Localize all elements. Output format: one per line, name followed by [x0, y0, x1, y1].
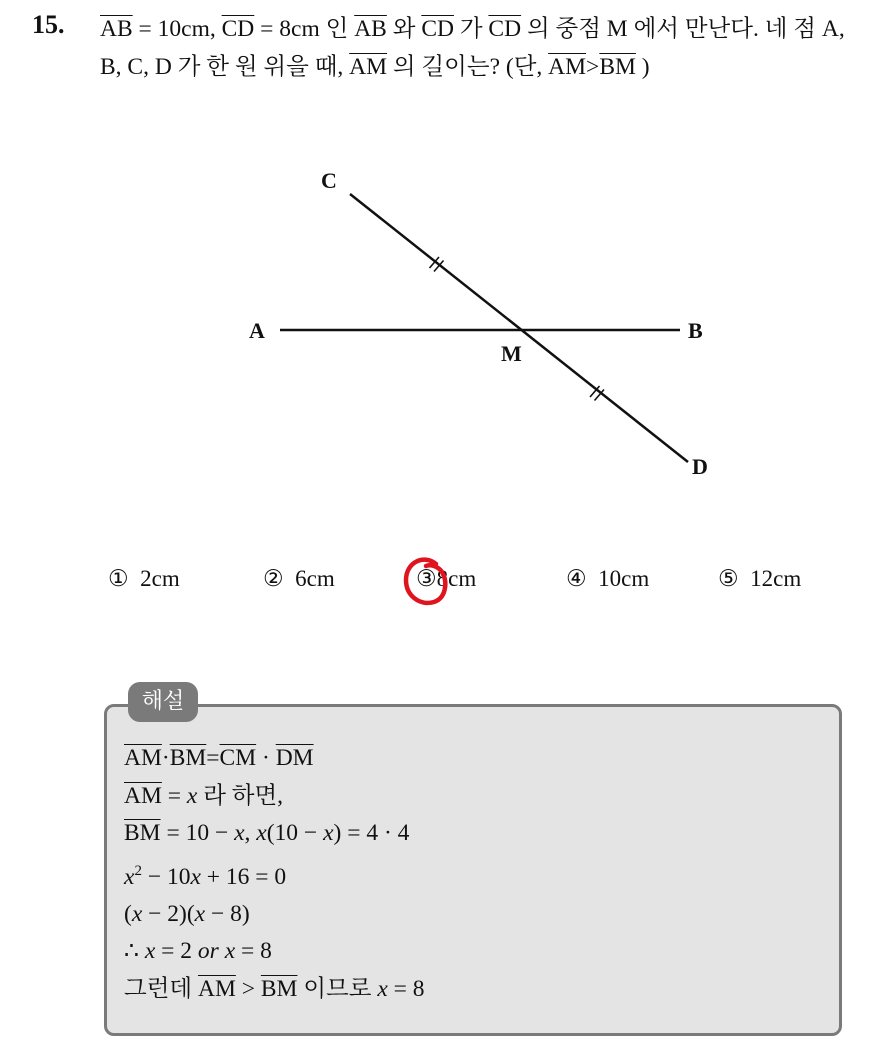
- segment-am: $\overline{AM}$: [124, 745, 162, 771]
- solution-fragment: − 2)(: [142, 900, 195, 927]
- question-number: 15.: [32, 10, 65, 39]
- segment-ab: $\overline{AB}$: [354, 16, 387, 42]
- solution-fragment: ·: [256, 745, 276, 771]
- choice-4[interactable]: [566, 566, 649, 592]
- segment-am: $\overline{AM}$: [124, 782, 162, 809]
- point-label-m: M: [501, 341, 522, 366]
- variable-x: x: [131, 900, 143, 927]
- choice-number: ⑤: [718, 566, 739, 591]
- choice-text: 6cm: [295, 566, 335, 591]
- solution-fragment: =: [161, 782, 187, 809]
- point-label-b: B: [688, 318, 703, 343]
- choice-number: ④: [566, 566, 587, 591]
- segment-ab: $\overline{AB}$: [100, 16, 133, 42]
- question-fragment: = 10cm,: [132, 16, 222, 42]
- question-fragment: 의 길이는? (단,: [387, 54, 549, 80]
- segment-bm: $\overline{BM}$: [169, 745, 207, 771]
- segment-am: $\overline{AM}$: [548, 54, 587, 80]
- segment-am: $\overline{AM}$: [349, 54, 388, 80]
- solution-line-3: [124, 815, 824, 853]
- solution-fragment: 라 하면,: [197, 782, 284, 809]
- choice-text: 8cm: [436, 566, 477, 591]
- variable-x: x: [124, 863, 135, 890]
- solution-fragment: = 2: [155, 938, 198, 965]
- solution-line-7: [124, 971, 824, 1009]
- point-label-c: C: [321, 168, 337, 193]
- variable-x: x: [377, 975, 388, 1002]
- variable-x: x: [224, 938, 236, 965]
- solution-fragment: ·: [161, 745, 170, 771]
- variable-x: x: [234, 820, 245, 846]
- solution-line-6: [124, 933, 824, 971]
- solution-line-2: [124, 778, 824, 816]
- solution-fragment: − 8): [205, 900, 250, 927]
- solution-fragment: − 10: [141, 863, 191, 890]
- choice-1[interactable]: [108, 566, 180, 592]
- question-fragment: 가: [453, 16, 489, 42]
- choice-text: 2cm: [140, 566, 180, 591]
- solution-fragment: ∴: [124, 938, 145, 965]
- solution-fragment: (10 −: [266, 820, 324, 846]
- segment-am: $\overline{AM}$: [197, 975, 236, 1002]
- solution-tag: 해설: [128, 682, 198, 722]
- variable-x: x: [186, 782, 198, 809]
- solution-fragment: = 10 −: [160, 820, 235, 846]
- choice-text: 12cm: [750, 566, 802, 591]
- segment-cd: $\overline{CD}$: [421, 16, 454, 42]
- point-label-a: A: [249, 318, 265, 343]
- solution-line-5: [124, 896, 824, 934]
- variable-x: x: [256, 820, 267, 846]
- question-fragment: = 8cm 인: [254, 16, 355, 42]
- variable-x: x: [194, 900, 206, 927]
- question-fragment: ): [635, 54, 650, 80]
- exponent: 2: [134, 862, 142, 879]
- choice-2[interactable]: [263, 566, 335, 592]
- solution-fragment: >: [235, 975, 261, 1002]
- question-fragment: >: [586, 54, 600, 80]
- segment-bm: $\overline{BM}$: [599, 54, 636, 80]
- or-word: or: [197, 938, 219, 965]
- question-fragment: 의 중점 M 에서 만난다. 네 점 A, B, C, D 가 한 원 위을 때,: [100, 16, 845, 80]
- solution-fragment: 그런데: [124, 975, 198, 1002]
- solution-fragment: ,: [244, 820, 257, 846]
- solution-line-1: [124, 740, 824, 778]
- choice-text: 10cm: [598, 566, 650, 591]
- answer-choices: [108, 566, 848, 606]
- variable-x: x: [323, 820, 334, 846]
- segment-cd-line: [350, 194, 688, 462]
- segment-cd: $\overline{CD}$: [221, 16, 255, 42]
- choice-number: ②: [263, 566, 284, 591]
- variable-x: x: [144, 938, 156, 965]
- solution-lines: [124, 740, 824, 1008]
- answer-circle-mark: [400, 552, 456, 612]
- choice-number: ①: [108, 566, 129, 591]
- solution-fragment: (: [124, 900, 132, 927]
- solution-fragment: = 8: [387, 975, 425, 1002]
- variable-x: x: [190, 863, 201, 890]
- question-fragment: 와: [386, 16, 422, 42]
- segment-bm: $\overline{BM}$: [124, 820, 161, 846]
- choice-number: ③: [416, 566, 437, 591]
- segment-bm: $\overline{BM}$: [260, 975, 298, 1002]
- solution-fragment: 이므로: [297, 975, 378, 1002]
- segment-dm: $\overline{DM}$: [275, 745, 314, 771]
- segment-cm: $\overline{CM}$: [219, 745, 257, 771]
- solution-fragment: = 8: [235, 938, 272, 965]
- solution-fragment: + 16 = 0: [200, 863, 287, 890]
- segment-cd: $\overline{CD}$: [488, 16, 522, 42]
- point-label-d: D: [692, 454, 708, 479]
- solution-fragment: =: [206, 745, 220, 771]
- solution-line-4: [124, 853, 824, 896]
- choice-5[interactable]: [718, 566, 801, 592]
- solution-fragment: ) = 4 · 4: [333, 820, 410, 846]
